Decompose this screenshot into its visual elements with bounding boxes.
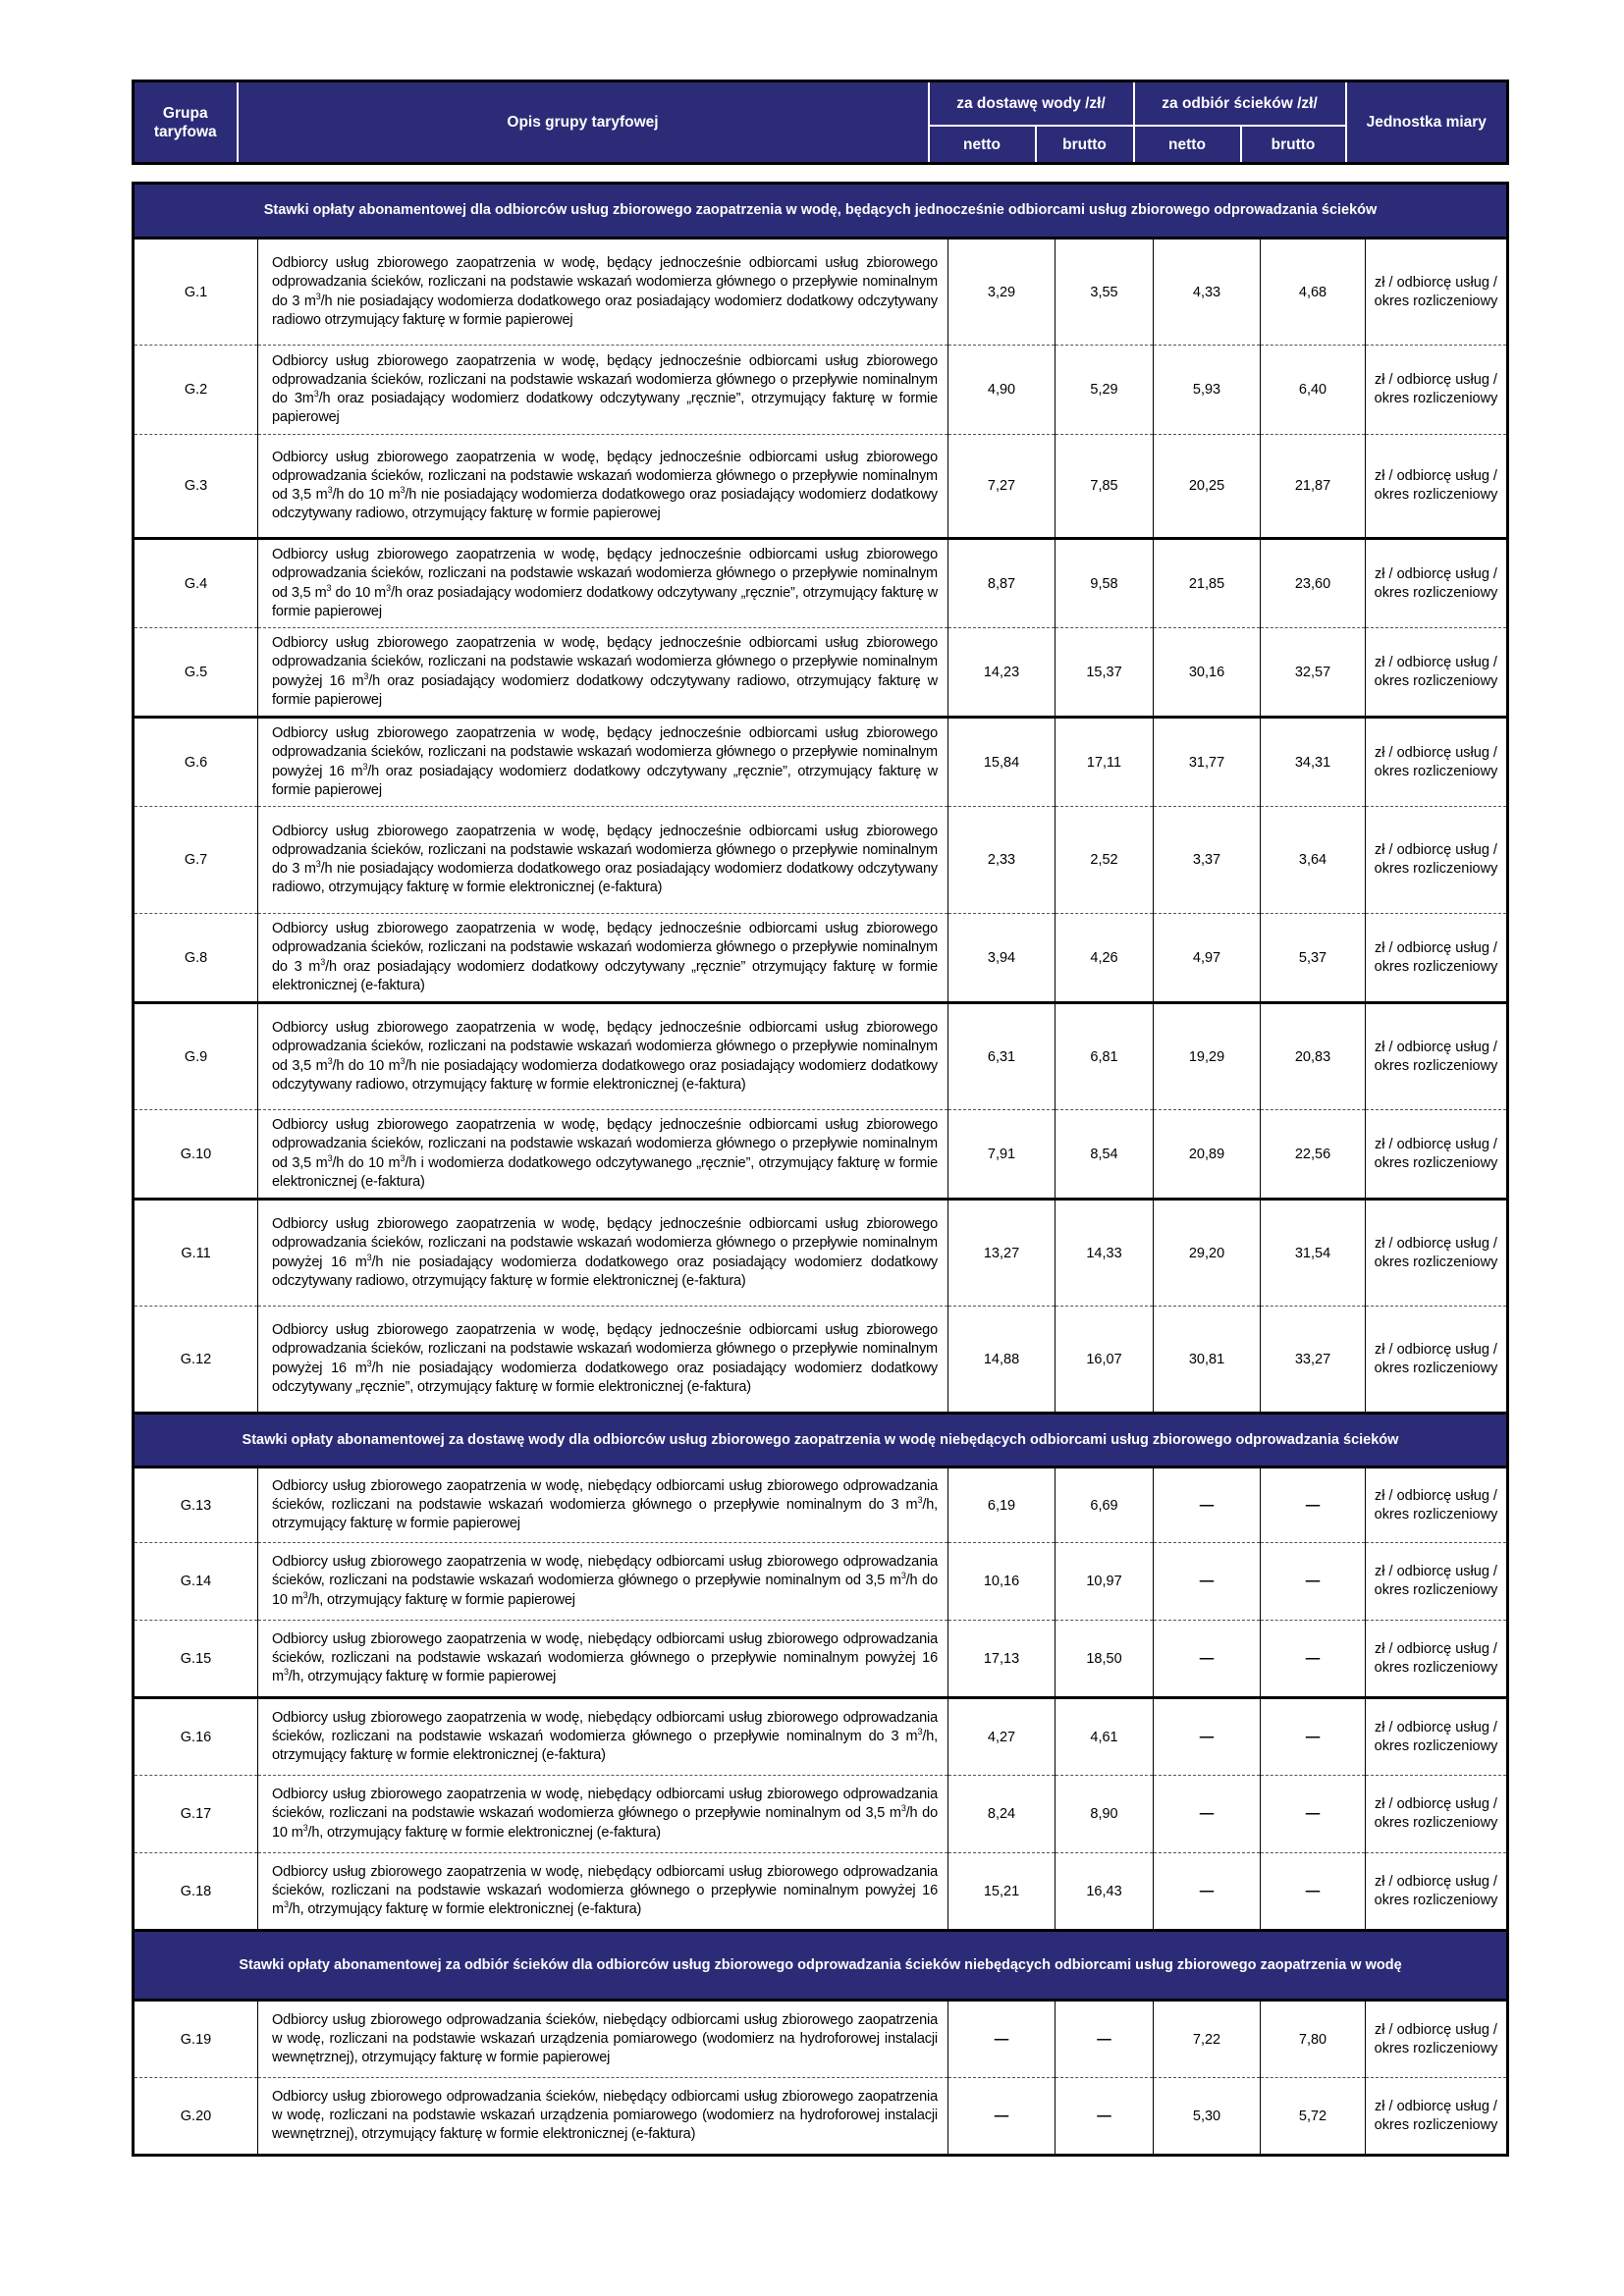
sewage-brutto-cell: 20,83 bbox=[1261, 1003, 1366, 1110]
water-brutto-cell: 17,11 bbox=[1056, 718, 1154, 807]
tariff-group-cell: G.6 bbox=[134, 718, 258, 807]
sewage-netto-cell: 20,25 bbox=[1154, 435, 1261, 539]
sewage-brutto-cell: — bbox=[1261, 1543, 1366, 1621]
sewage-netto-cell: 30,81 bbox=[1154, 1307, 1261, 1414]
unit-cell: zł / odbiorcę usług / okres rozliczeniowy bbox=[1366, 435, 1508, 539]
sewage-brutto-cell: 5,72 bbox=[1261, 2078, 1366, 2156]
water-brutto-cell: 16,43 bbox=[1056, 1853, 1154, 1931]
tariff-description-cell: Odbiorcy usług zbiorowego zaopatrzenia w wodę, będący jednocześnie odbiorcami usług zbiorowego odprowadzania ścieków, rozliczani na podstawie wskazań wodomierza głównego o przepływie nominalnym od 3,5 $m^3$ do 10 $m^3/h$ oraz posiadający wodomierz dodatkowy odczytywany „ręcznie”, otrzymujący fakturę w formie papierowej bbox=[258, 539, 948, 628]
table-row bbox=[134, 1468, 1508, 1543]
tariff-group-cell: G.19 bbox=[134, 2001, 258, 2078]
unit-cell: zł / odbiorcę usług / okres rozliczeniowy bbox=[1366, 346, 1508, 435]
water-netto-cell: 17,13 bbox=[948, 1621, 1056, 1698]
water-brutto-cell: 2,52 bbox=[1056, 807, 1154, 914]
sewage-brutto-cell: — bbox=[1261, 1621, 1366, 1698]
sewage-brutto-cell: — bbox=[1261, 1698, 1366, 1776]
sewage-brutto-cell: 21,87 bbox=[1261, 435, 1366, 539]
sewage-netto-cell: — bbox=[1154, 1468, 1261, 1543]
water-brutto-cell: 8,54 bbox=[1056, 1110, 1154, 1200]
table-row bbox=[134, 1003, 1508, 1110]
unit-cell: zł / odbiorcę usług / okres rozliczeniowy bbox=[1366, 1853, 1508, 1931]
tariff-description-cell: Odbiorcy usług zbiorowego zaopatrzenia w wodę, będący jednocześnie odbiorcami usług zbiorowego odprowadzania ścieków, rozliczani na podstawie wskazań wodomierza głównego o przepływie nominalnym powyżej 16 $m^3/h$ oraz posiadający wodomierz dodatkowy odczytywany „ręcznie”, otrzymujący fakturę w formie papierowej bbox=[258, 718, 948, 807]
header-unit: Jednostka miary bbox=[1346, 81, 1508, 164]
sewage-netto-cell: — bbox=[1154, 1853, 1261, 1931]
table-row bbox=[134, 1543, 1508, 1621]
tariff-description-cell: Odbiorcy usług zbiorowego zaopatrzenia w wodę, niebędący odbiorcami usług zbiorowego odprowadzania ścieków, rozliczani na podstawie wskazań wodomierza głównego o przepływie nominalnym powyżej 16 $m^3/h$, otrzymujący fakturę w formie papierowej bbox=[258, 1621, 948, 1698]
tariff-table-header bbox=[132, 80, 1509, 165]
water-netto-cell: 6,19 bbox=[948, 1468, 1056, 1543]
unit-cell: zł / odbiorcę usług / okres rozliczeniowy bbox=[1366, 1307, 1508, 1414]
tariff-group-cell: G.12 bbox=[134, 1307, 258, 1414]
water-netto-cell: 4,90 bbox=[948, 346, 1056, 435]
tariff-description-cell: Odbiorcy usług zbiorowego zaopatrzenia w wodę, będący jednocześnie odbiorcami usług zbiorowego odprowadzania ścieków, rozliczani na podstawie wskazań wodomierza głównego o przepływie nominalnym do 3 $m^3/h$ nie posiadający wodomierza dodatkowego oraz posiadający wodomierz dodatkowy odczytywany radiowo, otrzymujący fakturę w formie elektronicznej (e-faktura) bbox=[258, 807, 948, 914]
table-row bbox=[134, 1110, 1508, 1200]
water-brutto-cell: 5,29 bbox=[1056, 346, 1154, 435]
sewage-brutto-cell: — bbox=[1261, 1468, 1366, 1543]
tariff-group-cell: G.5 bbox=[134, 628, 258, 718]
tariff-group-cell: G.10 bbox=[134, 1110, 258, 1200]
water-brutto-cell: 10,97 bbox=[1056, 1543, 1154, 1621]
water-netto-cell: 8,87 bbox=[948, 539, 1056, 628]
water-netto-cell: 15,21 bbox=[948, 1853, 1056, 1931]
tariff-table bbox=[132, 182, 1509, 2157]
tariff-group-cell: G.4 bbox=[134, 539, 258, 628]
tariff-group-cell: G.11 bbox=[134, 1200, 258, 1307]
sewage-netto-cell: 4,97 bbox=[1154, 914, 1261, 1003]
sewage-netto-cell: — bbox=[1154, 1543, 1261, 1621]
section-title: Stawki opłaty abonamentowej dla odbiorców usług zbiorowego zaopatrzenia w wodę, będących jednocześnie odbiorcami usług zbiorowego odprowadzania ścieków bbox=[134, 184, 1508, 239]
unit-cell: zł / odbiorcę usług / okres rozliczeniowy bbox=[1366, 1698, 1508, 1776]
water-netto-cell: 10,16 bbox=[948, 1543, 1056, 1621]
table-row bbox=[134, 1698, 1508, 1776]
sewage-brutto-cell: 3,64 bbox=[1261, 807, 1366, 914]
unit-cell: zł / odbiorcę usług / okres rozliczeniowy bbox=[1366, 914, 1508, 1003]
tariff-description-cell: Odbiorcy usług zbiorowego zaopatrzenia w wodę, będący jednocześnie odbiorcami usług zbiorowego odprowadzania ścieków, rozliczani na podstawie wskazań wodomierza głównego o przepływie nominalnym od 3,5 $m^3/h$ do 10 $m^3/h$ nie posiadający wodomierza dodatkowego oraz posiadający wodomierz dodatkowy odczytywany radiowo, otrzymujący fakturę w formie papierowej bbox=[258, 435, 948, 539]
sewage-netto-cell: — bbox=[1154, 1698, 1261, 1776]
water-brutto-cell: 6,69 bbox=[1056, 1468, 1154, 1543]
water-brutto-cell: — bbox=[1056, 2001, 1154, 2078]
table-row bbox=[134, 239, 1508, 346]
tariff-group-cell: G.14 bbox=[134, 1543, 258, 1621]
sewage-netto-cell: 4,33 bbox=[1154, 239, 1261, 346]
sewage-netto-cell: 29,20 bbox=[1154, 1200, 1261, 1307]
water-netto-cell: 2,33 bbox=[948, 807, 1056, 914]
tariff-description-cell: Odbiorcy usług zbiorowego zaopatrzenia w wodę, będący jednocześnie odbiorcami usług zbiorowego odprowadzania ścieków, rozliczani na podstawie wskazań wodomierza głównego o przepływie nominalnym do 3 $m^3/h$ oraz posiadający wodomierz dodatkowy odczytywany „ręcznie” otrzymujący fakturę w formie elektronicznej (e-faktura) bbox=[258, 914, 948, 1003]
header-sewage: za odbiór ścieków /zł/ bbox=[1134, 81, 1346, 127]
sewage-brutto-cell: 6,40 bbox=[1261, 346, 1366, 435]
water-brutto-cell: 8,90 bbox=[1056, 1776, 1154, 1853]
sewage-brutto-cell: 33,27 bbox=[1261, 1307, 1366, 1414]
unit-cell: zł / odbiorcę usług / okres rozliczeniowy bbox=[1366, 2001, 1508, 2078]
water-netto-cell: 3,29 bbox=[948, 239, 1056, 346]
tariff-description-cell: Odbiorcy usług zbiorowego zaopatrzenia w wodę, niebędący odbiorcami usług zbiorowego odprowadzania ścieków, rozliczani na podstawie wskazań wodomierza głównego o przepływie nominalnym od 3,5 $m^3/h$ do 10 $m^3/h$, otrzymujący fakturę w formie papierowej bbox=[258, 1543, 948, 1621]
tariff-description-cell: Odbiorcy usług zbiorowego zaopatrzenia w wodę, niebędący odbiorcami usług zbiorowego odprowadzania ścieków, rozliczani na podstawie wskazań wodomierza głównego o przepływie nominalnym do 3 $m^3/h$, otrzymujący fakturę w formie papierowej bbox=[258, 1468, 948, 1543]
unit-cell: zł / odbiorcę usług / okres rozliczeniowy bbox=[1366, 718, 1508, 807]
sewage-netto-cell: 20,89 bbox=[1154, 1110, 1261, 1200]
unit-cell: zł / odbiorcę usług / okres rozliczeniowy bbox=[1366, 239, 1508, 346]
unit-cell: zł / odbiorcę usług / okres rozliczeniowy bbox=[1366, 1468, 1508, 1543]
table-row bbox=[134, 346, 1508, 435]
section-header bbox=[134, 1931, 1508, 2001]
water-brutto-cell: 16,07 bbox=[1056, 1307, 1154, 1414]
table-row bbox=[134, 1776, 1508, 1853]
header-sewage-netto: netto bbox=[1134, 126, 1241, 163]
tariff-group-cell: G.16 bbox=[134, 1698, 258, 1776]
tariff-group-cell: G.17 bbox=[134, 1776, 258, 1853]
sewage-brutto-cell: — bbox=[1261, 1776, 1366, 1853]
tariff-group-cell: G.7 bbox=[134, 807, 258, 914]
water-netto-cell: 14,88 bbox=[948, 1307, 1056, 1414]
sewage-brutto-cell: 31,54 bbox=[1261, 1200, 1366, 1307]
table-row bbox=[134, 1621, 1508, 1698]
sewage-brutto-cell: 7,80 bbox=[1261, 2001, 1366, 2078]
water-netto-cell: 13,27 bbox=[948, 1200, 1056, 1307]
water-brutto-cell: 3,55 bbox=[1056, 239, 1154, 346]
water-netto-cell: 7,27 bbox=[948, 435, 1056, 539]
unit-cell: zł / odbiorcę usług / okres rozliczeniowy bbox=[1366, 1776, 1508, 1853]
water-brutto-cell: 18,50 bbox=[1056, 1621, 1154, 1698]
unit-cell: zł / odbiorcę usług / okres rozliczeniowy bbox=[1366, 628, 1508, 718]
table-row bbox=[134, 435, 1508, 539]
unit-cell: zł / odbiorcę usług / okres rozliczeniowy bbox=[1366, 1110, 1508, 1200]
unit-cell: zł / odbiorcę usług / okres rozliczeniowy bbox=[1366, 539, 1508, 628]
tariff-description-cell: Odbiorcy usług zbiorowego zaopatrzenia w wodę, niebędący odbiorcami usług zbiorowego odprowadzania ścieków, rozliczani na podstawie wskazań wodomierza głównego o przepływie nominalnym powyżej 16 $m^3/h$, otrzymujący fakturę w formie elektronicznej (e-faktura) bbox=[258, 1853, 948, 1931]
table-row bbox=[134, 539, 1508, 628]
table-row bbox=[134, 2078, 1508, 2156]
sewage-netto-cell: 5,30 bbox=[1154, 2078, 1261, 2156]
section-header bbox=[134, 184, 1508, 239]
sewage-netto-cell: 31,77 bbox=[1154, 718, 1261, 807]
water-brutto-cell: 14,33 bbox=[1056, 1200, 1154, 1307]
header-water-brutto: brutto bbox=[1036, 126, 1134, 163]
tariff-group-cell: G.18 bbox=[134, 1853, 258, 1931]
tariff-group-cell: G.3 bbox=[134, 435, 258, 539]
section-title: Stawki opłaty abonamentowej za dostawę wody dla odbiorców usług zbiorowego zaopatrzenia w wodę niebędących odbiorcami usług zbiorowego odprowadzania ścieków bbox=[134, 1414, 1508, 1468]
tariff-description-cell: Odbiorcy usług zbiorowego zaopatrzenia w wodę, będący jednocześnie odbiorcami usług zbiorowego odprowadzania ścieków, rozliczani na podstawie wskazań wodomierza głównego o przepływie nominalnym od 3,5 $m^3/h$ do 10 $m^3/h$ i wodomierza dodatkowego odczytywanego „ręcznie”, otrzymujący fakturę w formie elektronicznej (e-faktura) bbox=[258, 1110, 948, 1200]
header-group: Grupa taryfowa bbox=[134, 81, 238, 164]
sewage-netto-cell: — bbox=[1154, 1776, 1261, 1853]
table-row bbox=[134, 914, 1508, 1003]
water-brutto-cell: — bbox=[1056, 2078, 1154, 2156]
sewage-netto-cell: 19,29 bbox=[1154, 1003, 1261, 1110]
tariff-group-cell: G.15 bbox=[134, 1621, 258, 1698]
sewage-brutto-cell: 23,60 bbox=[1261, 539, 1366, 628]
sewage-brutto-cell: 5,37 bbox=[1261, 914, 1366, 1003]
tariff-description-cell: Odbiorcy usług zbiorowego zaopatrzenia w wodę, będący jednocześnie odbiorcami usług zbiorowego odprowadzania ścieków, rozliczani na podstawie wskazań wodomierza głównego o przepływie nominalnym powyżej 16 $m^3/h$ oraz posiadający wodomierz dodatkowy odczytywany radiowo, otrzymujący fakturę w formie papierowej bbox=[258, 628, 948, 718]
header-water-supply: za dostawę wody /zł/ bbox=[929, 81, 1134, 127]
tariff-group-cell: G.20 bbox=[134, 2078, 258, 2156]
water-netto-cell: — bbox=[948, 2001, 1056, 2078]
sewage-brutto-cell: 4,68 bbox=[1261, 239, 1366, 346]
sewage-brutto-cell: 32,57 bbox=[1261, 628, 1366, 718]
tariff-group-cell: G.2 bbox=[134, 346, 258, 435]
table-row bbox=[134, 2001, 1508, 2078]
tariff-group-cell: G.1 bbox=[134, 239, 258, 346]
water-netto-cell: 14,23 bbox=[948, 628, 1056, 718]
water-brutto-cell: 15,37 bbox=[1056, 628, 1154, 718]
tariff-description-cell: Odbiorcy usług zbiorowego zaopatrzenia w wodę, będący jednocześnie odbiorcami usług zbiorowego odprowadzania ścieków, rozliczani na podstawie wskazań wodomierza głównego o przepływie nominalnym powyżej 16 $m^3/h$ nie posiadający wodomierza dodatkowego oraz posiadający wodomierz dodatkowy odczytywany „ręcznie”, otrzymujący fakturę w formie elektronicznej (e-faktura) bbox=[258, 1307, 948, 1414]
water-netto-cell: 8,24 bbox=[948, 1776, 1056, 1853]
tariff-description-cell: Odbiorcy usług zbiorowego zaopatrzenia w wodę, będący jednocześnie odbiorcami usług zbiorowego odprowadzania ścieków, rozliczani na podstawie wskazań wodomierza głównego o przepływie nominalnym powyżej 16 $m^3/h$ nie posiadający wodomierza dodatkowego oraz posiadający wodomierz dodatkowy odczytywany radiowo, otrzymujący fakturę w formie elektronicznej (e-faktura) bbox=[258, 1200, 948, 1307]
sewage-netto-cell: — bbox=[1154, 1621, 1261, 1698]
header-description: Opis grupy taryfowej bbox=[238, 81, 929, 164]
table-row bbox=[134, 1307, 1508, 1414]
water-brutto-cell: 4,61 bbox=[1056, 1698, 1154, 1776]
table-row bbox=[134, 628, 1508, 718]
water-netto-cell: 3,94 bbox=[948, 914, 1056, 1003]
water-netto-cell: 6,31 bbox=[948, 1003, 1056, 1110]
table-row bbox=[134, 718, 1508, 807]
water-brutto-cell: 7,85 bbox=[1056, 435, 1154, 539]
table-row bbox=[134, 807, 1508, 914]
tariff-description-cell: Odbiorcy usług zbiorowego zaopatrzenia w wodę, będący jednocześnie odbiorcami usług zbiorowego odprowadzania ścieków, rozliczani na podstawie wskazań wodomierza głównego o przepływie nominalnym do $3m^3/h$ oraz posiadający wodomierz dodatkowy odczytywany „ręcznie”, otrzymujący fakturę w formie papierowej bbox=[258, 346, 948, 435]
sewage-netto-cell: 30,16 bbox=[1154, 628, 1261, 718]
water-brutto-cell: 4,26 bbox=[1056, 914, 1154, 1003]
tariff-description-cell: Odbiorcy usług zbiorowego zaopatrzenia w wodę, będący jednocześnie odbiorcami usług zbiorowego odprowadzania ścieków, rozliczani na podstawie wskazań wodomierza głównego o przepływie nominalnym od 3,5 $m^3/h$ do 10 $m^3/h$ nie posiadający wodomierza dodatkowego oraz posiadający wodomierz dodatkowy odczytywany radiowo, otrzymujący fakturę w formie elektronicznej (e-faktura) bbox=[258, 1003, 948, 1110]
water-netto-cell: 7,91 bbox=[948, 1110, 1056, 1200]
sewage-netto-cell: 5,93 bbox=[1154, 346, 1261, 435]
sewage-brutto-cell: 34,31 bbox=[1261, 718, 1366, 807]
tariff-description-cell: Odbiorcy usług zbiorowego odprowadzania ścieków, niebędący odbiorcami usług zbiorowego zaopatrzenia w wodę, rozliczani na podstawie wskazań urządzenia pomiarowego (wodomierz na hydroforowej instalacji wewnętrznej), otrzymujący fakturę w formie papierowej bbox=[258, 2001, 948, 2078]
table-row bbox=[134, 1853, 1508, 1931]
header-water-netto: netto bbox=[929, 126, 1036, 163]
water-brutto-cell: 9,58 bbox=[1056, 539, 1154, 628]
unit-cell: zł / odbiorcę usług / okres rozliczeniowy bbox=[1366, 807, 1508, 914]
tariff-description-cell: Odbiorcy usług zbiorowego zaopatrzenia w wodę, niebędący odbiorcami usług zbiorowego odprowadzania ścieków, rozliczani na podstawie wskazań wodomierza głównego o przepływie nominalnym od 3,5 $m^3/h$ do 10 $m^3/h$, otrzymujący fakturę w formie elektronicznej (e-faktura) bbox=[258, 1776, 948, 1853]
tariff-description-cell: Odbiorcy usług zbiorowego odprowadzania ścieków, niebędący odbiorcami usług zbiorowego zaopatrzenia w wodę, rozliczani na podstawie wskazań urządzenia pomiarowego (wodomierz na hydroforowej instalacji wewnętrznej), otrzymujący fakturę w formie elektronicznej (e-faktura) bbox=[258, 2078, 948, 2156]
water-netto-cell: — bbox=[948, 2078, 1056, 2156]
tariff-group-cell: G.8 bbox=[134, 914, 258, 1003]
unit-cell: zł / odbiorcę usług / okres rozliczeniowy bbox=[1366, 2078, 1508, 2156]
unit-cell: zł / odbiorcę usług / okres rozliczeniowy bbox=[1366, 1003, 1508, 1110]
table-row bbox=[134, 1200, 1508, 1307]
section-title: Stawki opłaty abonamentowej za odbiór ścieków dla odbiorców usług zbiorowego odprowadzania ścieków niebędących odbiorcami usług zbiorowego zaopatrzenia w wodę bbox=[134, 1931, 1508, 2001]
water-brutto-cell: 6,81 bbox=[1056, 1003, 1154, 1110]
section-header bbox=[134, 1414, 1508, 1468]
tariff-description-cell: Odbiorcy usług zbiorowego zaopatrzenia w wodę, będący jednocześnie odbiorcami usług zbiorowego odprowadzania ścieków, rozliczani na podstawie wskazań wodomierza głównego o przepływie nominalnym do 3 $m^3/h$ nie posiadający wodomierza dodatkowego oraz posiadający wodomierz dodatkowy odczytywany radiowo otrzymujący fakturę w formie papierowej bbox=[258, 239, 948, 346]
tariff-group-cell: G.13 bbox=[134, 1468, 258, 1543]
water-netto-cell: 4,27 bbox=[948, 1698, 1056, 1776]
sewage-netto-cell: 7,22 bbox=[1154, 2001, 1261, 2078]
sewage-brutto-cell: 22,56 bbox=[1261, 1110, 1366, 1200]
sewage-brutto-cell: — bbox=[1261, 1853, 1366, 1931]
unit-cell: zł / odbiorcę usług / okres rozliczeniowy bbox=[1366, 1200, 1508, 1307]
tariff-description-cell: Odbiorcy usług zbiorowego zaopatrzenia w wodę, niebędący odbiorcami usług zbiorowego odprowadzania ścieków, rozliczani na podstawie wskazań wodomierza głównego o przepływie nominalnym do 3 $m^3/h$, otrzymujący fakturę w formie elektronicznej (e-faktura) bbox=[258, 1698, 948, 1776]
sewage-netto-cell: 3,37 bbox=[1154, 807, 1261, 914]
header-sewage-brutto: brutto bbox=[1241, 126, 1346, 163]
unit-cell: zł / odbiorcę usług / okres rozliczeniowy bbox=[1366, 1543, 1508, 1621]
sewage-netto-cell: 21,85 bbox=[1154, 539, 1261, 628]
tariff-group-cell: G.9 bbox=[134, 1003, 258, 1110]
water-netto-cell: 15,84 bbox=[948, 718, 1056, 807]
unit-cell: zł / odbiorcę usług / okres rozliczeniowy bbox=[1366, 1621, 1508, 1698]
